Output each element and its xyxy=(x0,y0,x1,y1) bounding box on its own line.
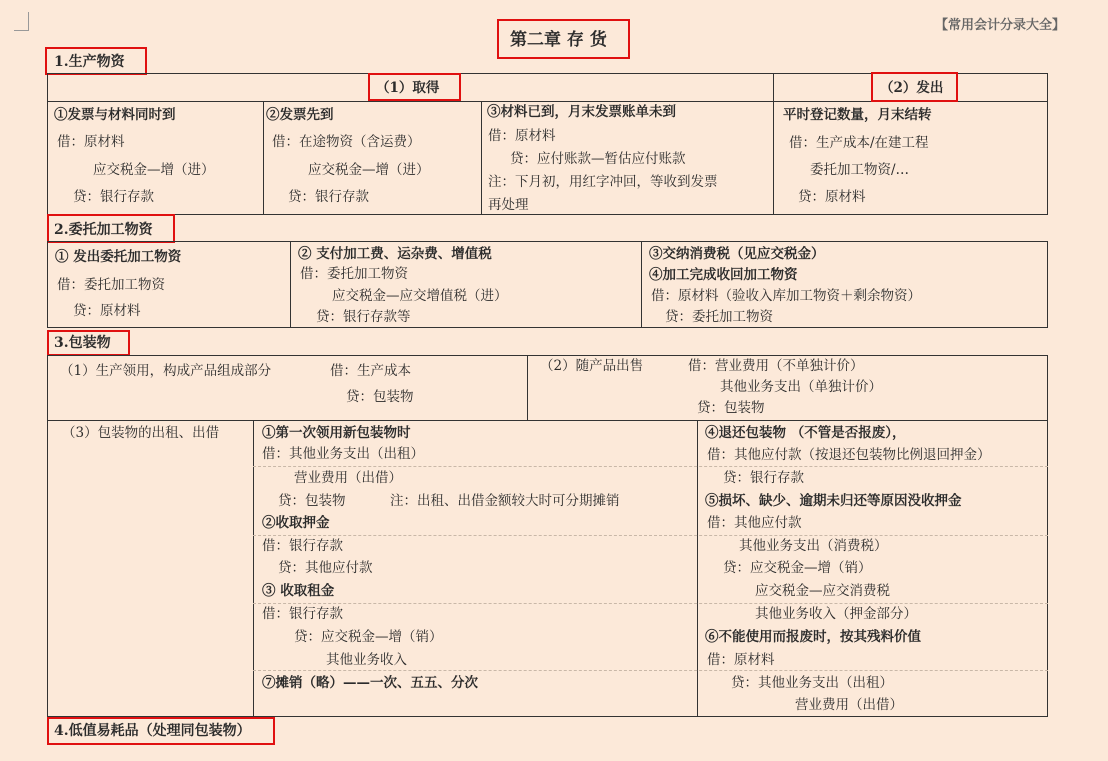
s2-step-1-title: ① 发出委托加工物资 xyxy=(55,249,182,265)
s2-step-4-title: ④加工完成收回加工物资 xyxy=(649,267,798,283)
s1-case-1-line: 借：原材料 xyxy=(57,134,125,150)
s3-return-line: 贷：银行存款 xyxy=(723,470,804,486)
section-2-table xyxy=(47,241,1048,328)
s3-sale-title: （2）随产品出售 xyxy=(540,358,644,374)
s3-rental-step: ①第一次领用新包装物时 xyxy=(262,425,411,441)
s2-step-3-title: ③交纳消费税（见应交税金） xyxy=(649,246,825,262)
s1-case-3-line: 借：原材料 xyxy=(488,128,556,144)
s3-rental-step: ③ 收取租金 xyxy=(262,583,335,599)
s3-rental-note: 注：出租、出借金额较大时可分期摊销 xyxy=(390,493,620,509)
section-3-table xyxy=(47,355,1048,717)
page-corner-mark xyxy=(14,12,29,31)
s1-case-2-line: 借：在途物资（含运费） xyxy=(272,134,421,150)
section-heading-3-highlight xyxy=(47,330,130,356)
s3-return-line: 借：其他应付款（按退还包装物比例退回押金） xyxy=(707,447,991,463)
s2-step-2-line: 借：委托加工物资 xyxy=(300,266,408,282)
s3-return-step: ⑤损坏、缺少、逾期未归还等原因没收押金 xyxy=(705,493,962,509)
s2-step-4-line: 贷：委托加工物资 xyxy=(665,309,773,325)
s1-case-1-line: 应交税金—增（进） xyxy=(93,162,215,178)
section-heading-4: 4.低值易耗品（处理同包装物） xyxy=(54,723,251,739)
s2-step-4-line: 借：原材料（验收入库加工物资＋剩余物资） xyxy=(651,288,921,304)
s3-rental-line: 贷：应交税金—增（销） xyxy=(294,629,443,645)
s2-step-2-line: 应交税金—应交增值税（进） xyxy=(332,288,508,304)
section-heading-4-highlight xyxy=(47,717,275,745)
top-right-caption: 【常用会计分录大全】 xyxy=(935,18,1066,33)
s1-case-2-title: ②发票先到 xyxy=(266,107,334,123)
s2-step-1-line: 贷：原材料 xyxy=(73,303,141,319)
s3-return-line: 贷：其他业务支出（出租） xyxy=(731,675,893,691)
s1-issue-title: 平时登记数量，月末结转 xyxy=(783,107,932,123)
s1-case-3-line: 贷：应付账款—暂估应付账款 xyxy=(510,151,686,167)
s2-step-2-line: 贷：银行存款等 xyxy=(316,309,411,325)
s3-rental-line: 借：其他业务支出（出租） xyxy=(262,446,424,462)
s3-rental-line: 借：银行存款 xyxy=(262,538,343,554)
section-heading-1: 1.生产物资 xyxy=(54,54,125,70)
s3-rental-step: ⑦摊销（略）——一次、五五、分次 xyxy=(262,675,478,691)
s1-issue-line: 贷：原材料 xyxy=(798,189,866,205)
section-heading-3: 3.包装物 xyxy=(54,335,111,351)
s3-return-line: 贷：应交税金—增（销） xyxy=(723,560,872,576)
section-heading-2-highlight xyxy=(47,214,175,243)
column-header-issue: （2）发出 xyxy=(880,80,944,96)
s3-rental-line: 其他业务收入 xyxy=(326,652,407,668)
column-header-issue-highlight xyxy=(871,72,958,102)
s3-return-line: 借：其他应付款 xyxy=(707,515,802,531)
s3-rental-line: 贷：其他应付款 xyxy=(278,560,373,576)
s3-rental-line: 营业费用（出借） xyxy=(294,470,402,486)
s3-rental-line: 借：银行存款 xyxy=(262,606,343,622)
s3-return-step: ④退还包装物 （不管是否报废）， xyxy=(705,425,906,441)
s1-case-3-title: ③材料已到，月末发票账单未到 xyxy=(487,104,676,120)
s3-return-line: 应交税金—应交消费税 xyxy=(755,583,890,599)
s1-case-2-line: 应交税金—增（进） xyxy=(308,162,430,178)
column-header-obtain-highlight xyxy=(368,73,461,101)
s3-return-line: 其他业务支出（消费税） xyxy=(739,538,888,554)
s3-row-1-line: 借：生产成本 xyxy=(330,363,411,379)
s2-step-1-line: 借：委托加工物资 xyxy=(57,277,165,293)
s1-case-3-line: 再处理 xyxy=(488,197,529,213)
s3-sale-line: 其他业务支出（单独计价） xyxy=(720,379,882,395)
s1-case-1-line: 贷：银行存款 xyxy=(73,189,154,205)
chapter-title: 第二章 存 货 xyxy=(510,30,607,50)
s3-rental-line: 贷：包装物 xyxy=(278,493,346,509)
s1-issue-line: 委托加工物资/… xyxy=(810,162,910,178)
s3-rental-title: （3）包装物的出租、出借 xyxy=(62,425,220,441)
s1-case-2-line: 贷：银行存款 xyxy=(288,189,369,205)
s3-return-line: 营业费用（出借） xyxy=(795,697,903,713)
s3-sale-line: 借：营业费用（不单独计价） xyxy=(688,358,864,374)
s3-return-line: 其他业务收入（押金部分） xyxy=(755,606,917,622)
section-heading-1-highlight xyxy=(45,47,147,75)
s3-return-line: 借：原材料 xyxy=(707,652,775,668)
s1-case-3-line: 注：下月初，用红字冲回，等收到发票 xyxy=(488,174,718,190)
s3-rental-step: ②收取押金 xyxy=(262,515,330,531)
column-header-obtain: （1）取得 xyxy=(376,80,440,96)
s3-row-1-title: （1）生产领用，构成产品组成部分 xyxy=(60,363,272,379)
s3-sale-line: 贷：包装物 xyxy=(697,400,765,416)
s3-return-step: ⑥不能使用而报废时，按其残料价值 xyxy=(705,629,921,645)
s1-issue-line: 借：生产成本/在建工程 xyxy=(789,135,929,151)
s2-step-2-title: ② 支付加工费、运杂费、增值税 xyxy=(298,246,492,262)
section-heading-2: 2.委托加工物资 xyxy=(54,222,153,238)
s3-row-1-line: 贷：包装物 xyxy=(346,389,414,405)
chapter-title-highlight xyxy=(497,19,630,59)
s1-case-1-title: ①发票与材料同时到 xyxy=(54,107,176,123)
